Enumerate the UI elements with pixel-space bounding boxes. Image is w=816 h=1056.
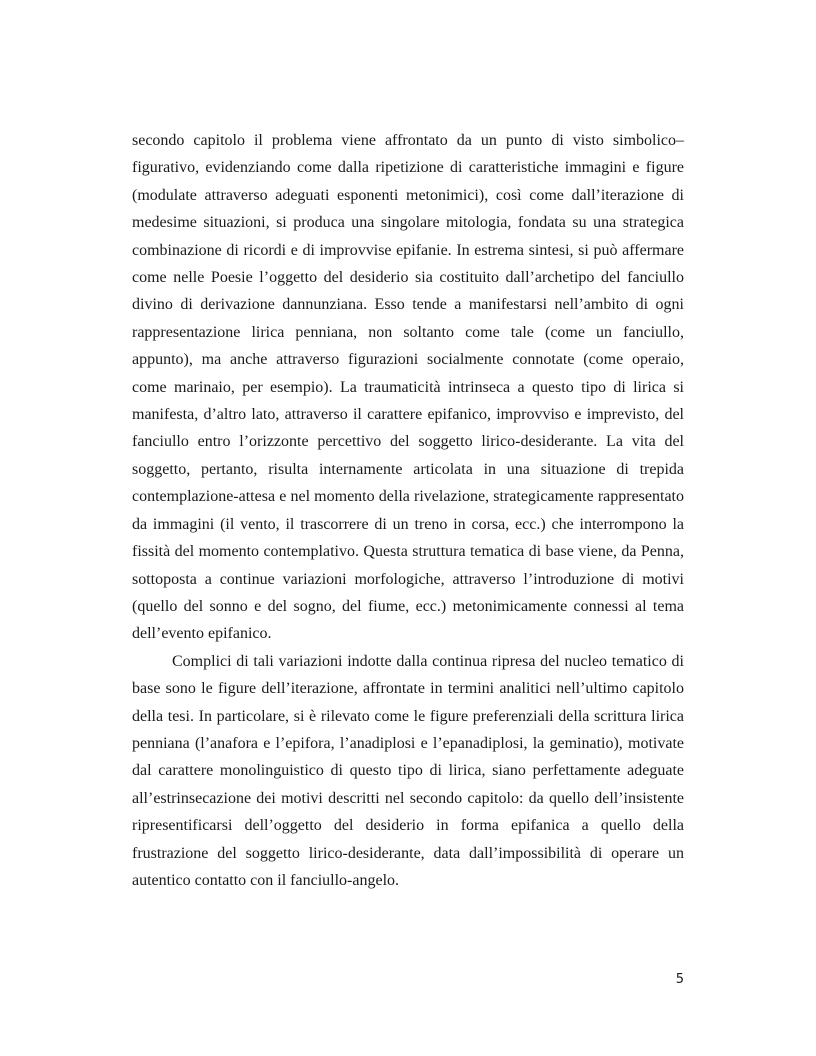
page-number: 5 [675,972,684,987]
paragraph-2: Complici di tali variazioni indotte dalla continua ripresa del nucleo tematico di base sono le figure dell’iterazione, affrontate in termini analitici nell’ultimo capitolo della tesi. In particolare, si è rilevato come le figure preferenziali della scrittura lirica penniana (l’anafora e l’epifora, l’anadiplosi e l’epanadiplosi, la geminatio), motivate dal carattere monolinguistico di questo tipo di lirica, siano perfettamente adeguate all’estrinsecazione dei motivi descritti nel secondo capitolo: da quello dell’insistente ripresentificarsi dell’oggetto del desiderio in forma epifanica a quello della frustrazione del soggetto lirico-desiderante, data dall’impossibilità di operare un autentico contatto con il fanciullo-angelo. [132,652,684,889]
body-text [132,127,684,894]
paragraph-1: secondo capitolo il problema viene affrontato da un punto di visto simbolico–figurativo, evidenziando come dalla ripetizione di caratteristiche immagini e figure (modulate attraverso adeguati esponenti metonimici), così come dall’iterazione di medesime situazioni, si produca una singolare mitologia, fondata su una strategica combinazione di ricordi e di improvvise epifanie. In estrema sintesi, si può affermare come nelle Poesie l’oggetto del desiderio sia costituito dall’archetipo del fanciullo divino di derivazione dannunziana. Esso tende a manifestarsi nell’ambito di ogni rappresentazione lirica penniana, non soltanto come tale (come un fanciullo, appunto), ma anche attraverso figurazioni socialmente connotate (come operaio, come marinaio, per esempio). La traumaticità intrinseca a questo tipo di lirica si manifesta, d’altro lato, attraverso il carattere epifanico, improvviso e imprevisto, del fanciullo entro l’orizzonte percettivo del soggetto lirico-desiderante. La vita del soggetto, pertanto, risulta internamente articolata in una situazione di trepida contemplazione-attesa e nel momento della rivelazione, strategicamente rappresentato da immagini (il vento, il trascorrere di un treno in corsa, ecc.) che interrompono la fissità del momento contemplativo. Questa struttura tematica di base viene, da Penna, sottoposta a continue variazioni morfologiche, attraverso l’introduzione di motivi (quello del sonno e del sogno, del fiume, ecc.) metonimicamente connessi al tema dell’evento epifanico. [132,132,684,643]
